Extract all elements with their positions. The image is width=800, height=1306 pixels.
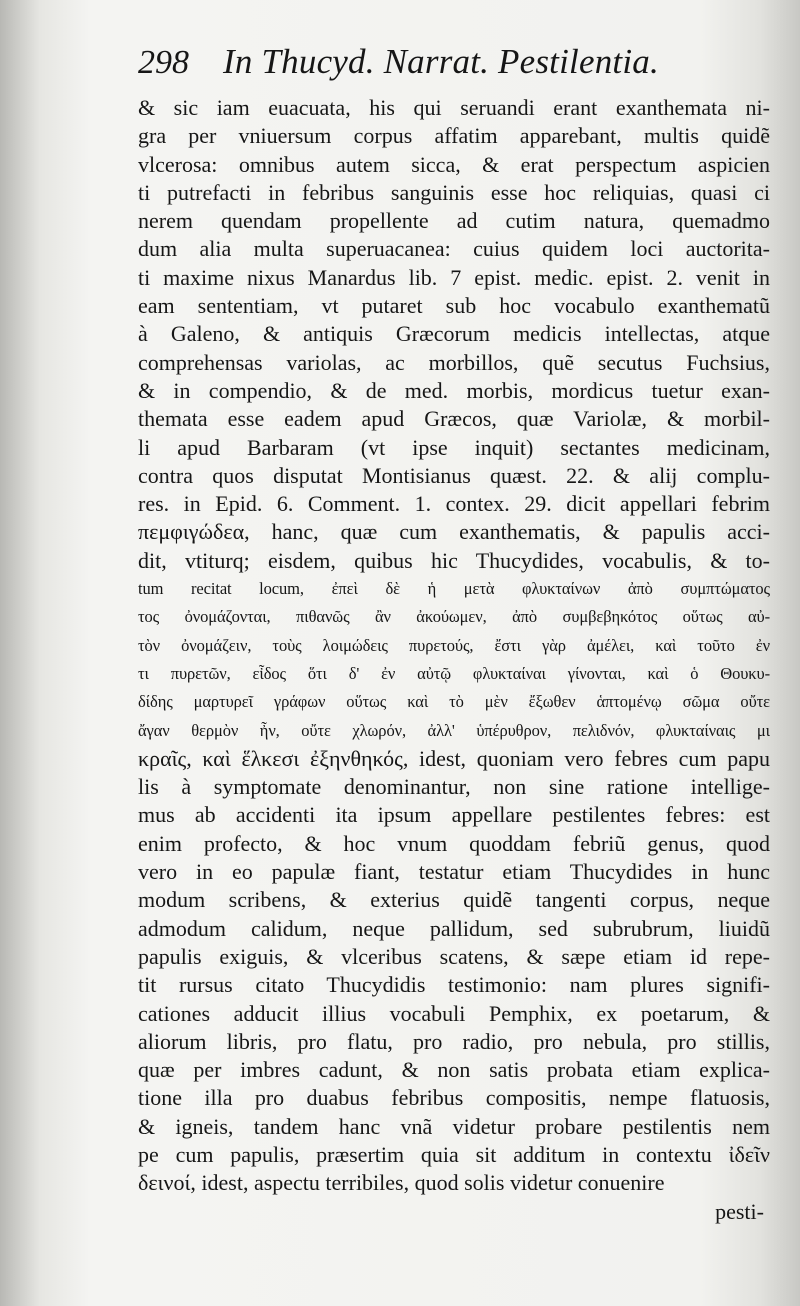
text-line: gra per vniuersum corpus affatim apparebant, multis quidẽ [138,123,770,149]
text-line: papulis exiguis, & vlceribus scatens, & sæpe etiam id repe- [138,943,770,969]
body-text [138,94,770,1226]
running-head [138,42,770,94]
greek-text-line: ἄγαν θερμὸν ἦν, οὔτε χλωρόν, ἀλλ' ὑπέρυθρον, πελιδνόν, φλυκταίναις μι [138,720,770,740]
page-number: 298 [138,44,189,81]
text-line: res. in Epid. 6. Comment. 1. contex. 29. dicit appellari febrim [138,491,770,517]
text-line: lis à symptomate denominantur, non sine ratione intellige- [138,774,770,800]
text-line: ti putrefacti in febribus sanguinis esse hoc reliquias, quasi ci [138,179,770,205]
text-line: eam sententiam, vt putaret sub hoc vocabulo exanthematũ [138,293,770,319]
text-line: tit rursus citato Thucydidis testimonio: nam plures signifi- [138,972,770,998]
greek-text-line: τὸν ὀνομάζειν, τοὺς λοιμώδεις πυρετούς, ἔστι γὰρ ἀμέλει, καὶ τοῦτο ἐν [138,635,770,655]
greek-text-line: τι πυρετῶν, εἶδος ὅτι δ' ἐν αὐτῷ φλυκταίναι γίνονται, καὶ ὁ Θουκυ- [138,663,770,683]
text-line: à Galeno, & antiquis Græcorum medicis intellectas, atque [138,321,770,347]
text-line: aliorum libris, pro flatu, pro radio, pro nebula, pro stillis, [138,1028,770,1054]
text-line: cationes adducit illius vocabuli Pemphix, ex poetarum, & [138,1000,770,1026]
greek-text-line: tum recitat locum, ἐπεὶ δὲ ἡ μετὰ φλυκταίνων ἀπὸ συμπτώματος [138,579,770,599]
text-line: & in compendio, & de med. morbis, mordicus tuetur exan- [138,377,770,403]
text-line: nerem quendam propellente ad cutim natura, quemadmo [138,208,770,234]
text-line: & igneis, tandem hanc vnã videtur probare pestilentis nem [138,1113,770,1139]
text-line: themata esse eadem apud Græcos, quæ Variolæ, & morbil- [138,406,770,432]
text-line: enim profecto, & hoc vnum quoddam febriũ genus, quod [138,830,770,856]
text-line: πεμφιγώδεα, hanc, quæ cum exanthematis, & papulis acci- [138,519,770,545]
text-line: δεινοί, idest, aspectu terribiles, quod solis videtur conuenire [138,1170,665,1196]
running-title: In Thucyd. Narrat. Pestilentia. [223,42,659,81]
catchword: pesti- [715,1198,764,1224]
text-line: comprehensas variolas, ac morbillos, quẽ secutus Fuchsius, [138,349,770,375]
text-line: admodum calidum, neque pallidum, sed subrubrum, liuidũ [138,915,770,941]
text-line: quæ per imbres cadunt, & non satis probata etiam explica- [138,1057,770,1083]
text-line: pe cum papulis, præsertim quia sit additum in contextu ἰδεῖν [138,1141,770,1167]
text-line: ti maxime nixus Manardus lib. 7 epist. medic. epist. 2. venit in [138,264,770,290]
text-line: vlcerosa: omnibus autem sicca, & erat perspectum aspicien [138,151,770,177]
greek-text-line: τος ὀνομάζονται, πιθανῶς ἂν ἀκούωμεν, ἀπὸ συμβεβηκότος οὕτως αὐ- [138,607,770,627]
text-line: modum scribens, & exterius quidẽ tangenti corpus, neque [138,887,770,913]
text-line: κραῖς, καὶ ἕλκεσι ἐξηνθηκός, idest, quoniam vero febres cum papu [138,745,770,771]
text-line: & sic iam euacuata, his qui seruandi erant exanthemata ni- [138,95,770,120]
text-line: tione illa pro duabus febribus compositis, nempe flatuosis, [138,1085,770,1111]
text-line: li apud Barbaram (vt ipse inquit) sectantes medicinam, [138,434,770,460]
text-line: vero in eo papulæ fiant, testatur etiam Thucydides in hunc [138,859,770,885]
text-line: mus ab accidenti ita ipsum appellare pestilentes febres: est [138,802,770,828]
text-line: dum alia multa superuacanea: cuius quidem loci auctorita- [138,236,770,262]
text-line: contra quos disputat Montisianus quæst. 22. & alij complu- [138,462,770,488]
text-line: dit, vtiturq; eisdem, quibus hic Thucydides, vocabulis, & to- [138,547,770,573]
greek-text-line: δίδης μαρτυρεῖ γράφων οὕτως καὶ τὸ μὲν ἔξωθεν ἁπτομένῳ σῶμα οὔτε [138,692,770,712]
